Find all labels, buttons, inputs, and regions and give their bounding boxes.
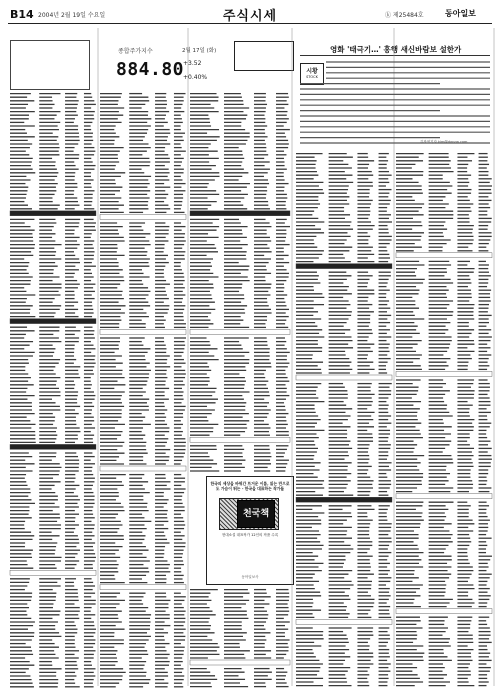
- industry-section-header: [296, 375, 392, 380]
- industry-section-header: [190, 211, 290, 216]
- issue-date: 2004년 2월 19일 수요일: [38, 12, 106, 19]
- industry-section-header: [10, 319, 96, 324]
- index-date: 2월 17일 (화): [182, 48, 217, 54]
- newspaper-name: 동아일보: [445, 9, 476, 18]
- ad-sponsor: 동아일보사: [241, 575, 259, 579]
- section-title: 주식시세: [222, 9, 278, 24]
- editorial-byline: 김창영기자 kim@donga.com: [420, 140, 468, 144]
- industry-section-header: [190, 329, 290, 334]
- industry-section-header: [100, 214, 186, 219]
- column-logo-text: 시황: [306, 68, 318, 75]
- index-label: 종합주가지수: [118, 48, 153, 55]
- industry-section-header: [396, 371, 492, 376]
- page-number: B14: [10, 8, 34, 21]
- industry-section-header: [100, 329, 186, 334]
- industry-section-header: [296, 619, 392, 624]
- industry-section-header: [190, 660, 290, 665]
- industry-section-header: [396, 494, 492, 499]
- issue-number: ⓚ 제25484호: [385, 12, 424, 19]
- editorial-title: 영화 '태극기…' 흥행 새신바람보 설한가: [330, 45, 462, 54]
- industry-section-header: [10, 211, 96, 216]
- industry-section-header: [100, 585, 186, 590]
- index-change-rate: +0.40%: [183, 74, 208, 81]
- book-title: 천국책: [242, 509, 270, 519]
- index-value: 884.80: [116, 59, 185, 80]
- industry-section-header: [396, 253, 492, 258]
- industry-section-header: [10, 444, 96, 449]
- industry-section-header: [190, 437, 290, 442]
- industry-section-header: [10, 570, 96, 575]
- column-logo-subtext: STOCK: [306, 75, 318, 79]
- industry-section-header: [296, 497, 392, 502]
- industry-section-header: [296, 264, 392, 269]
- ad-headline: 한국의 세상을 바꿔간 뜨거운 이름, 읽는 만으로도 가슴이 뛰는 - 한국을 대표하는 작가들: [210, 481, 290, 491]
- industry-section-header: [100, 466, 186, 471]
- index-change: +3.52: [183, 60, 202, 67]
- industry-section-header: [396, 609, 492, 614]
- ad-subtitle: 현대소설 대표작가 12인의 작품 수록: [221, 533, 279, 537]
